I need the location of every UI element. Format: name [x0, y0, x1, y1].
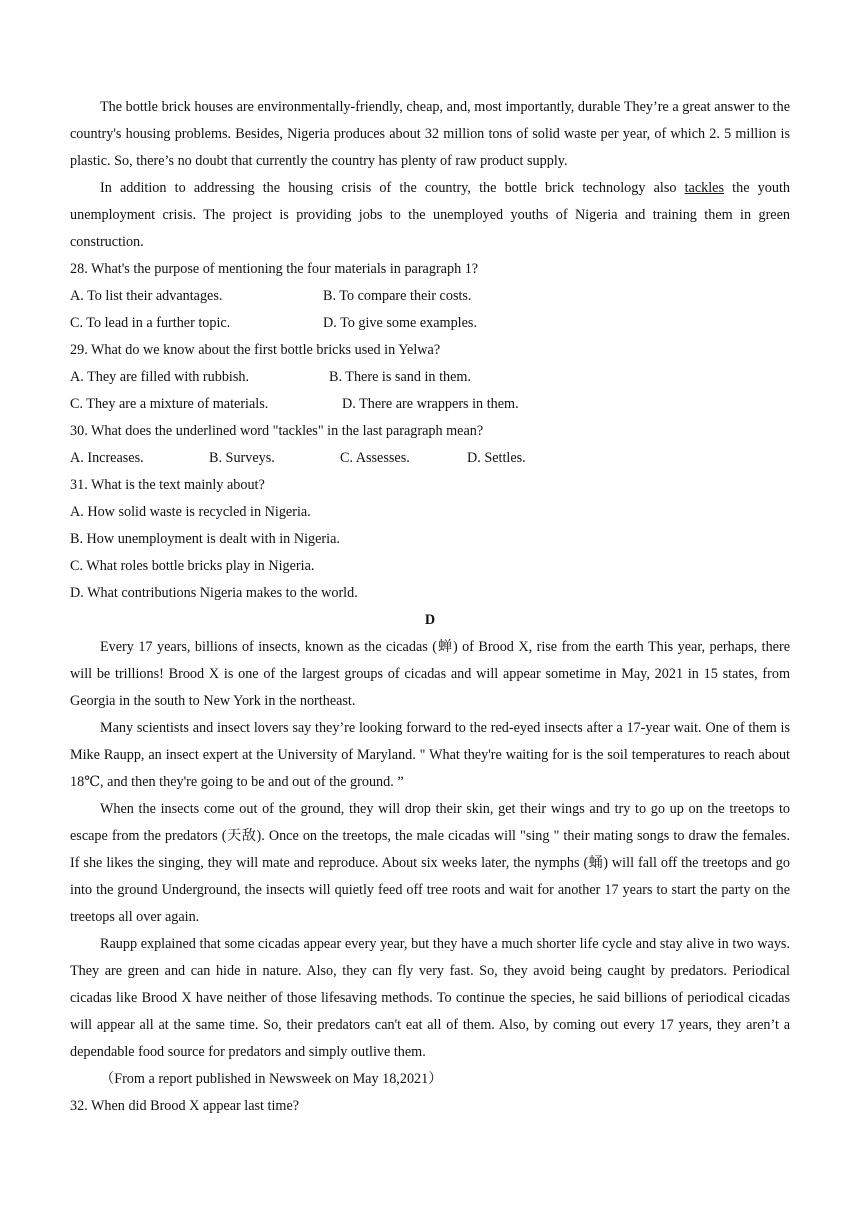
question-30-options-row — [70, 445, 790, 472]
question-30-option-d: D. Settles. — [467, 450, 526, 466]
question-29-option-b: B. There is sand in them. — [329, 369, 471, 385]
paragraph-text: the youth unemployment crisis. The project is providing jobs to the unemployed youths of Nigeria and training them in green construction. — [70, 180, 790, 250]
question-31-option-a: A. How solid waste is recycled in Nigeria. — [70, 504, 311, 520]
question-30-stem: 30. What does the underlined word "tackles" in the last paragraph mean? — [70, 423, 484, 439]
question-28-option-d: D. To give some examples. — [323, 315, 477, 331]
passage-d-paragraph-3: When the insects come out of the ground, they will drop their skin, get their wings and try to go up on the treetops to escape from the predators (天敌). Once on the treetops, the male cicadas will "sing " their mating songs to draw the females. If she likes the singing, they will mate and reproduce. About six weeks later, the nymphs (蛹) will fall off the treetops and go into the ground Underground, the insects will quietly feed off tree roots and wait for another 17 years to start the party on the treetops all over again. — [70, 801, 790, 925]
paragraph-text: In addition to addressing the housing crisis of the country, the bottle brick technology also — [100, 180, 685, 196]
question-29-options-row-2 — [70, 391, 790, 418]
question-29-option-a: A. They are filled with rubbish. — [70, 369, 250, 385]
question-31-option-d: D. What contributions Nigeria makes to the world. — [70, 585, 358, 601]
passage-d-paragraph-2: Many scientists and insect lovers say they’re looking forward to the red-eyed insects after a 17-year wait. One of them is Mike Raupp, an insect expert at the University of Maryland. " What they're waiting for is the soil temperatures to reach about 18℃, and then they're going to be and out of the ground. ” — [70, 720, 790, 790]
question-28-options-row-1 — [70, 283, 790, 310]
question-29-option-d: D. There are wrappers in them. — [342, 396, 519, 412]
section-title-d: D — [424, 612, 436, 628]
question-29-stem: 29. What do we know about the first bottle bricks used in Yelwa? — [70, 342, 441, 358]
question-31-option-c: C. What roles bottle bricks play in Nigeria. — [70, 558, 315, 574]
question-29-options-row-1 — [70, 364, 790, 391]
question-30-option-c: C. Assesses. — [340, 450, 410, 466]
underlined-word-tackles: tackles — [684, 180, 724, 196]
question-28-options-row-2 — [70, 310, 790, 337]
source-citation: （From a report published in Newsweek on May 18,2021） — [100, 1071, 443, 1087]
passage-d-paragraph-4: Raupp explained that some cicadas appear every year, but they have a much shorter life cycle and stay alive in two ways. They are green and can hide in nature. Also, they can fly very fast. So, they avoid being caught by predators. Periodical cicadas like Brood X have neither of those lifesaving methods. To continue the species, he said billions of periodical cicadas will appear all at the same time. So, their predators can't eat all of them. Also, by coming out every 17 years, they aren’t a dependable food source for predators and simply outlive them. — [70, 936, 790, 1060]
question-30-option-b: B. Surveys. — [209, 450, 275, 466]
question-28-option-b: B. To compare their costs. — [323, 288, 472, 304]
question-28-option-c: C. To lead in a further topic. — [70, 315, 231, 331]
question-30-option-a: A. Increases. — [70, 450, 144, 466]
question-28-option-a: A. To list their advantages. — [70, 288, 223, 304]
passage-c-paragraph-1: The bottle brick houses are environmentally-friendly, cheap, and, most importantly, durable They’re a great answer to the country's housing problems. Besides, Nigeria produces about 32 million tons of solid waste per year, of which 2. 5 million is plastic. So, there’s no doubt that currently the country has plenty of raw product supply. — [70, 99, 790, 169]
passage-c-paragraph-2 — [70, 175, 790, 256]
question-31-option-b: B. How unemployment is dealt with in Nigeria. — [70, 531, 340, 547]
question-28-stem: 28. What's the purpose of mentioning the four materials in paragraph 1? — [70, 261, 479, 277]
passage-d-paragraph-1: Every 17 years, billions of insects, known as the cicadas (蝉) of Brood X, rise from the earth This year, perhaps, there will be trillions! Brood X is one of the largest groups of cicadas and will appear sometime in May, 2021 in 15 states, from Georgia in the south to New York in the northeast. — [70, 639, 790, 709]
question-29-option-c: C. They are a mixture of materials. — [70, 396, 269, 412]
question-31-stem: 31. What is the text mainly about? — [70, 477, 265, 493]
question-32-stem: 32. When did Brood X appear last time? — [70, 1098, 300, 1114]
